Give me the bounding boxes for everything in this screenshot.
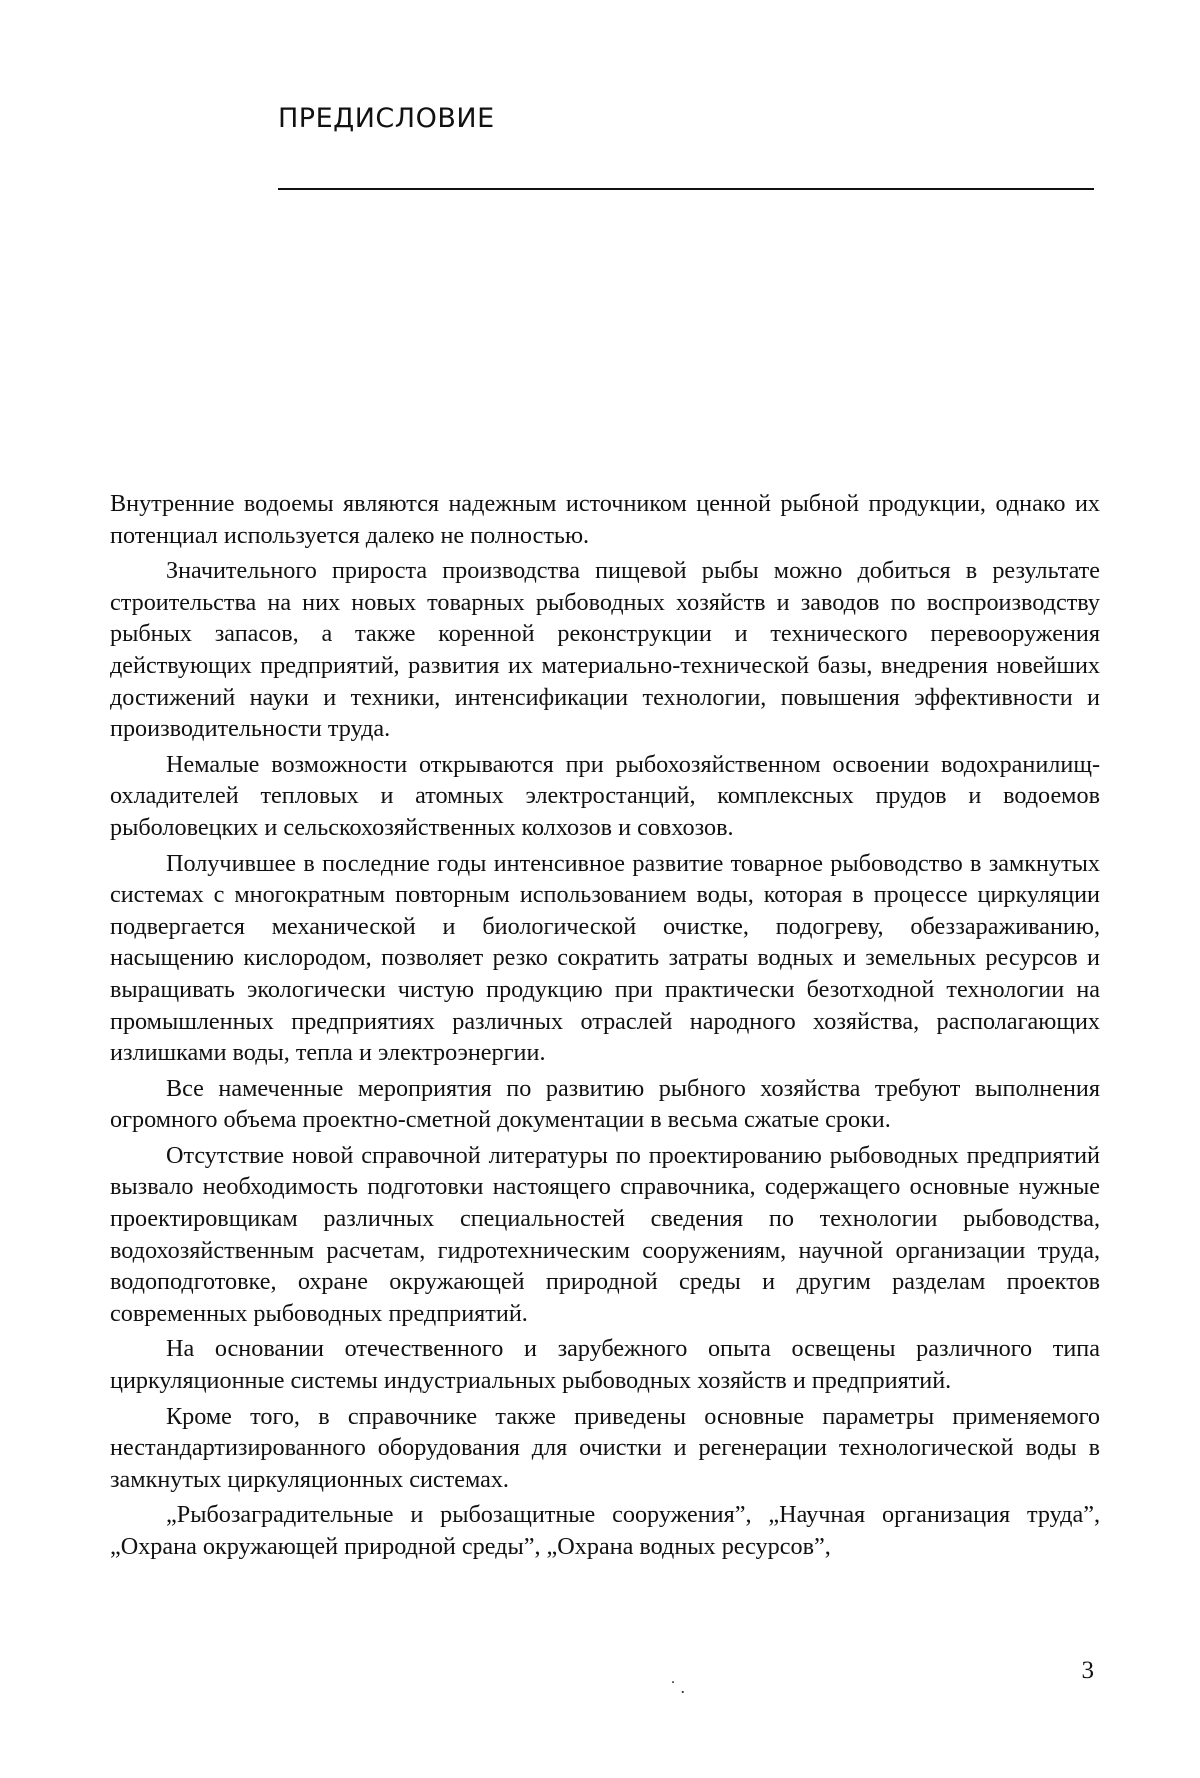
- paragraph: Значительного прироста производства пищевой рыбы можно добиться в результате строительства на них новых товарных рыбоводных хозяйств и заводов по воспроизводству рыбных запасов, а также коренной реконструкции и технического перевооружения действующих предприятий, развития их материально-технической базы, внедрения новейших достижений науки и техники, интенсификации технологии, повышения эффективности и производительности труда.: [110, 557, 1100, 743]
- paragraph: „Рыбозаградительные и рыбозащитные сооружения”, „Научная организация труда”, „Охрана окружающей природной среды”, „Охрана водных ресурсов”,: [110, 1501, 1100, 1560]
- paragraph: Немалые возможности открываются при рыбохозяйственном освоении водохранилищ-охладителей тепловых и атомных электростанций, комплексных прудов и водоемов рыболовецких и сельскохозяйственных колхозов и совхозов.: [110, 750, 1100, 841]
- heading-rule: [278, 188, 1094, 190]
- body-text: [110, 488, 1100, 1567]
- paragraph: На основании отечественного и зарубежного опыта освещены различного типа циркуляционные системы индустриальных рыбоводных хозяйств и предприятий.: [110, 1335, 1100, 1395]
- scan-speck: ˙ .: [670, 1677, 685, 1697]
- paragraph: Отсутствие новой справочной литературы по проектированию рыбоводных предприятий вызвало необходимость подготовки настоящего справочника, содержащего основные нужные проектировщикам различных специальностей сведения по технологии рыбоводства, водохозяйственным расчетам, гидротехническим сооружениям, научной организации труда, водоподготовке, охране окружающей природной среды и другим разделам проектов современных рыбоводных предприятий.: [110, 1141, 1100, 1327]
- paragraph: Кроме того, в справочнике также приведены основные параметры применяемого нестандартизированного оборудования для очистки и регенерации технологической воды в замкнутых циркуляционных системах.: [110, 1402, 1100, 1493]
- paragraph: Внутренние водоемы являются надежным источником ценной рыбной продукции, однако их потенциал используется далеко не полностью.: [110, 490, 1100, 549]
- paragraph: Все намеченные мероприятия по развитию рыбного хозяйства требуют выполнения огромного объема проектно-сметной документации в весьма сжатые сроки.: [110, 1074, 1100, 1134]
- page-number: 3: [1081, 1657, 1094, 1684]
- page-heading: ПРЕДИСЛОВИЕ: [278, 103, 495, 134]
- paragraph: Получившее в последние годы интенсивное развитие товарное рыбоводство в замкнутых системах с многократным повторным использованием воды, которая в процессе циркуляции подвергается механической и биологической очистке, подогреву, обеззараживанию, насыщению кислородом, позволяет резко сократить затраты водных и земельных ресурсов и выращивать экологически чистую продукцию при практически безотходной технологии на промышленных предприятиях различных отраслей народного хозяйства, располагающих излишками воды, тепла и электроэнергии.: [110, 849, 1100, 1067]
